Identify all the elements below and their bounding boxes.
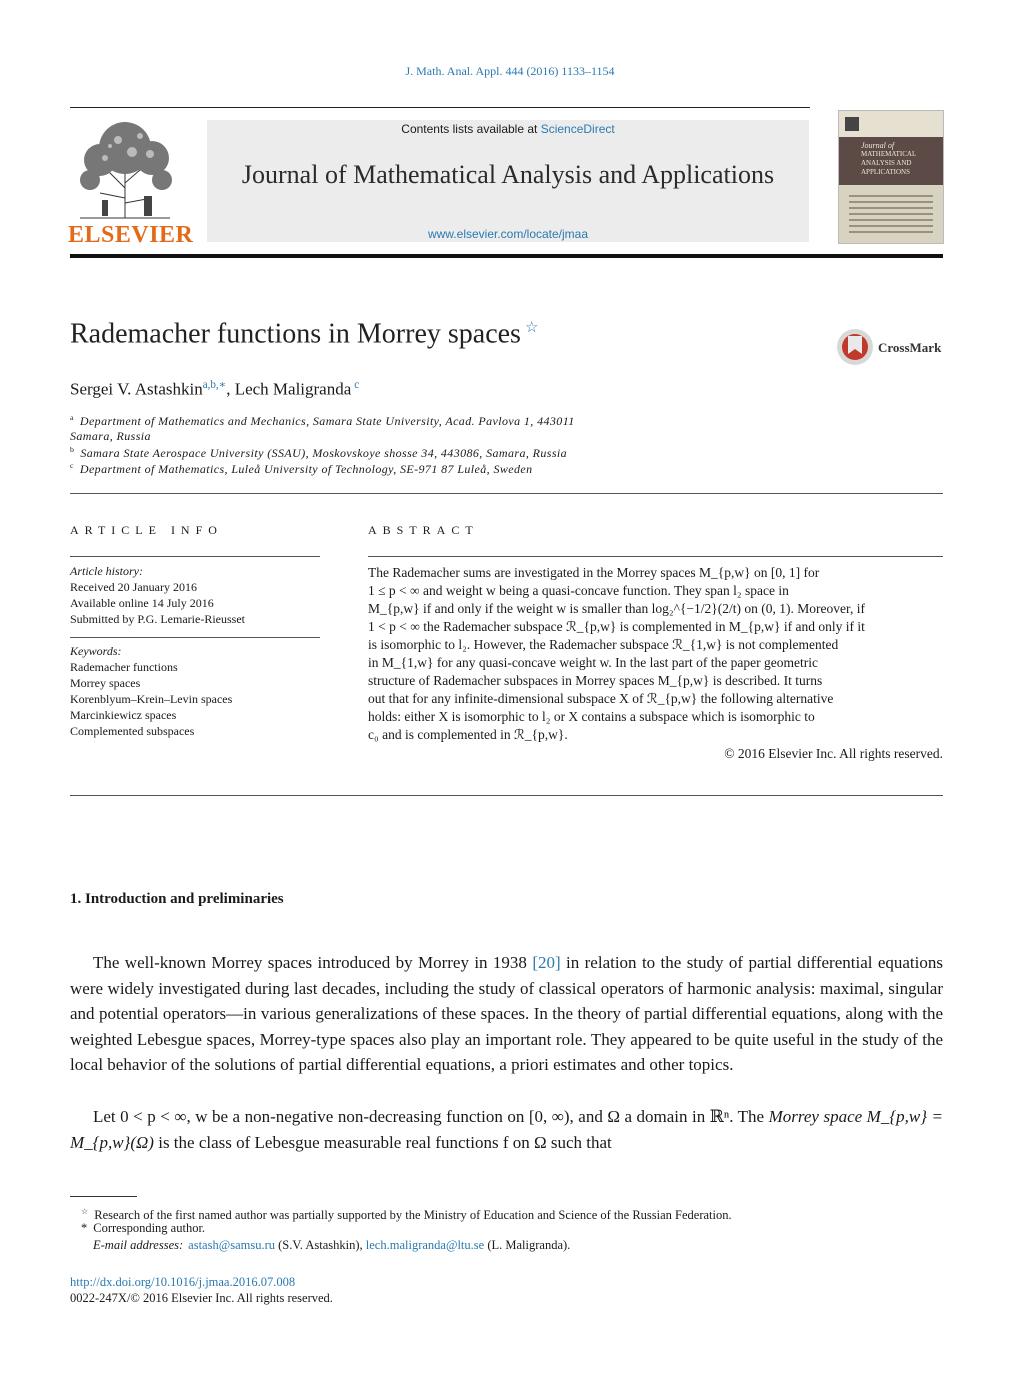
intro-paragraph-2 bbox=[70, 1104, 943, 1155]
abstract-line: 1 < p < ∞ the Rademacher subspace ℛ_{p,w} is complemented in M_{p,w} if and only if it bbox=[368, 619, 865, 634]
affiliation-b bbox=[70, 445, 567, 461]
author-separator: , bbox=[226, 379, 235, 399]
crossmark-badge[interactable] bbox=[836, 327, 942, 367]
email-label: E-mail addresses: bbox=[93, 1238, 184, 1252]
author-list bbox=[70, 378, 359, 400]
header-bottom-rule bbox=[70, 254, 943, 258]
abstract-copyright: © 2016 Elsevier Inc. All rights reserved. bbox=[724, 746, 943, 761]
author-astashkin: Sergei V. Astashkin bbox=[70, 379, 203, 399]
sciencedirect-link[interactable]: ScienceDirect bbox=[540, 122, 615, 136]
author1-affil-marks[interactable]: a,b,∗ bbox=[202, 379, 227, 391]
crossmark-label: CrossMark bbox=[878, 340, 942, 355]
keyword-item: Rademacher functions bbox=[70, 660, 178, 674]
journal-cover[interactable] bbox=[838, 110, 944, 244]
abstract-body bbox=[368, 564, 943, 744]
affil-divider bbox=[70, 493, 943, 494]
email1-owner: (S.V. Astashkin), bbox=[275, 1238, 366, 1252]
issn-line: 0022-247X/© 2016 Elsevier Inc. All rights reserved. bbox=[70, 1291, 333, 1305]
keyword-item: Korenblyum–Krein–Levin spaces bbox=[70, 692, 233, 706]
elsevier-tree-icon bbox=[70, 118, 180, 222]
affil-c-mark: c bbox=[70, 461, 74, 470]
affiliation-a bbox=[70, 413, 575, 429]
p1-text-a: The well-known Morrey spaces introduced by Morrey in 1938 bbox=[93, 953, 533, 972]
footnote-corr-mark: * bbox=[81, 1221, 88, 1235]
article-info-heading: ARTICLE INFO bbox=[70, 523, 223, 537]
keyword-item: Complemented subspaces bbox=[70, 724, 195, 738]
abstract-line: The Rademacher sums are investigated in the Morrey spaces M_{p,w} on [0, 1] for bbox=[368, 565, 820, 580]
affiliation-c bbox=[70, 461, 533, 477]
affil-a-line1: Department of Mathematics and Mechanics, Samara State University, Acad. Pavlova 1, 443011 bbox=[79, 414, 575, 428]
keyword-item: Marcinkiewicz spaces bbox=[70, 708, 177, 722]
journal-citation[interactable]: J. Math. Anal. Appl. 444 (2016) 1133–1154 bbox=[405, 64, 615, 78]
affiliation-a-cont: Samara, Russia bbox=[70, 429, 151, 443]
abstract-line: in M_{1,w} for any quasi-concave weight w. In the last part of the paper geometric bbox=[368, 655, 818, 670]
article-title bbox=[70, 318, 538, 350]
keyword-item: Morrey spaces bbox=[70, 676, 141, 690]
available-date: Available online 14 July 2016 bbox=[70, 596, 214, 610]
author-maligranda: Lech Maligranda bbox=[234, 379, 352, 399]
footnote-emails bbox=[70, 1237, 943, 1254]
footnote-rule bbox=[70, 1196, 137, 1197]
abstract-line: is isomorphic to l₂. However, the Rademacher subspace ℛ_{1,w} is not complemented bbox=[368, 637, 839, 652]
email2-owner: (L. Maligranda). bbox=[484, 1238, 571, 1252]
abstract-bottom-rule bbox=[70, 795, 943, 796]
p2-text-a: Let 0 < p < ∞, w be a non-negative non-decreasing function on [0, ∞), and Ω a domain in ℝⁿ. The bbox=[93, 1107, 769, 1126]
footnote-corresponding bbox=[70, 1220, 943, 1237]
intro-paragraph-1 bbox=[70, 950, 943, 1078]
contents-line bbox=[207, 122, 809, 136]
article-history bbox=[70, 563, 320, 627]
info-rule-mid bbox=[70, 637, 320, 638]
cover-title-3: ANALYSIS AND bbox=[861, 159, 912, 167]
cover-title-4: APPLICATIONS bbox=[861, 168, 911, 176]
submitted-by: Submitted by P.G. Lemarie-Rieusset bbox=[70, 612, 245, 626]
keywords-label: Keywords: bbox=[70, 644, 122, 658]
author2-affil-marks[interactable]: c bbox=[354, 379, 360, 391]
email-maligranda-link[interactable]: lech.maligranda@ltu.se bbox=[365, 1238, 485, 1252]
affil-b-text: Samara State Aerospace University (SSAU), Moskovskoye shosse 34, 443086, Samara, Russia bbox=[80, 446, 568, 460]
abstract-heading: ABSTRACT bbox=[368, 523, 479, 537]
cover-logo-icon bbox=[845, 117, 859, 131]
received-date: Received 20 January 2016 bbox=[70, 580, 197, 594]
section-heading: 1. Introduction and preliminaries bbox=[70, 891, 284, 907]
email-astashkin-link[interactable]: astash@samsu.ru bbox=[188, 1238, 276, 1252]
article-title-text: Rademacher functions in Morrey spaces bbox=[70, 318, 521, 350]
footnote-star-mark: ☆ bbox=[81, 1207, 89, 1216]
abstract-line: M_{p,w} if and only if the weight w is smaller than log₂^{−1/2}(2/t) on (0, 1). Moreover, if bbox=[368, 601, 865, 616]
abstract-line: holds: either X is isomorphic to l₂ or X contains a subspace which is isomorphic to bbox=[368, 709, 815, 724]
crossmark-icon bbox=[836, 328, 874, 366]
reference-link-20[interactable]: [20] bbox=[532, 953, 561, 972]
p2-text-b: is the class of Lebesgue measurable real functions f on Ω such that bbox=[153, 1132, 612, 1152]
publisher-wordmark: ELSEVIER bbox=[68, 222, 194, 248]
cover-top bbox=[839, 111, 943, 137]
p1-text-b: in relation to the study of partial differential equations were widely investigated during last decades, including the study of classical operators of harmonic analysis: maximal, singular and potential operators—in various generalizations of these spaces. In the theory of partial differential equations, along with the weighted Lebesgue spaces, Morrey-type spaces also play an important role. They appeared to be quite useful in the study of the local behavior of the solutions of partial differential equations, a priori estimates and other topics. bbox=[70, 953, 943, 1074]
cover-title-band bbox=[839, 137, 943, 185]
corr-text: Corresponding author. bbox=[93, 1221, 206, 1235]
affil-b-mark: b bbox=[70, 445, 75, 454]
history-label: Article history: bbox=[70, 564, 143, 578]
cover-text-lines bbox=[849, 191, 933, 237]
title-footnote-mark[interactable]: ☆ bbox=[524, 320, 539, 336]
journal-title: Journal of Mathematical Analysis and Applications bbox=[241, 160, 775, 189]
header-top-rule bbox=[70, 107, 810, 108]
p2-emphasis: Morrey space M_{p,w} = M_{p,w}(Ω) bbox=[70, 1107, 943, 1152]
keywords-block bbox=[70, 643, 320, 739]
cover-title-1: Journal of bbox=[861, 141, 895, 150]
abstract-line: 1 ≤ p < ∞ and weight w being a quasi-concave function. They span l₂ space in bbox=[368, 583, 789, 598]
contents-prefix: Contents lists available at bbox=[401, 122, 541, 136]
funding-text: Research of the first named author was partially supported by the Ministry of Education and Science of the Russian Federation. bbox=[94, 1208, 732, 1223]
cover-title-2: MATHEMATICAL bbox=[861, 150, 917, 158]
abstract-rule bbox=[368, 556, 943, 557]
abstract-line: out that for any infinite-dimensional subspace X of ℛ_{p,w} the following alternative bbox=[368, 691, 834, 706]
affil-c-text: Department of Mathematics, Luleå University of Technology, SE-971 87 Luleå, Sweden bbox=[79, 462, 533, 476]
abstract-line: structure of Rademacher subspaces in Morrey spaces M_{p,w} is described. It turns bbox=[368, 673, 823, 688]
affil-a-mark: a bbox=[70, 413, 74, 422]
doi-link[interactable]: http://dx.doi.org/10.1016/j.jmaa.2016.07.008 bbox=[70, 1275, 296, 1289]
journal-url-link[interactable]: www.elsevier.com/locate/jmaa bbox=[427, 227, 589, 241]
info-rule-top bbox=[70, 556, 320, 557]
abstract-line: c₀ and is complemented in ℛ_{p,w}. bbox=[368, 727, 568, 742]
